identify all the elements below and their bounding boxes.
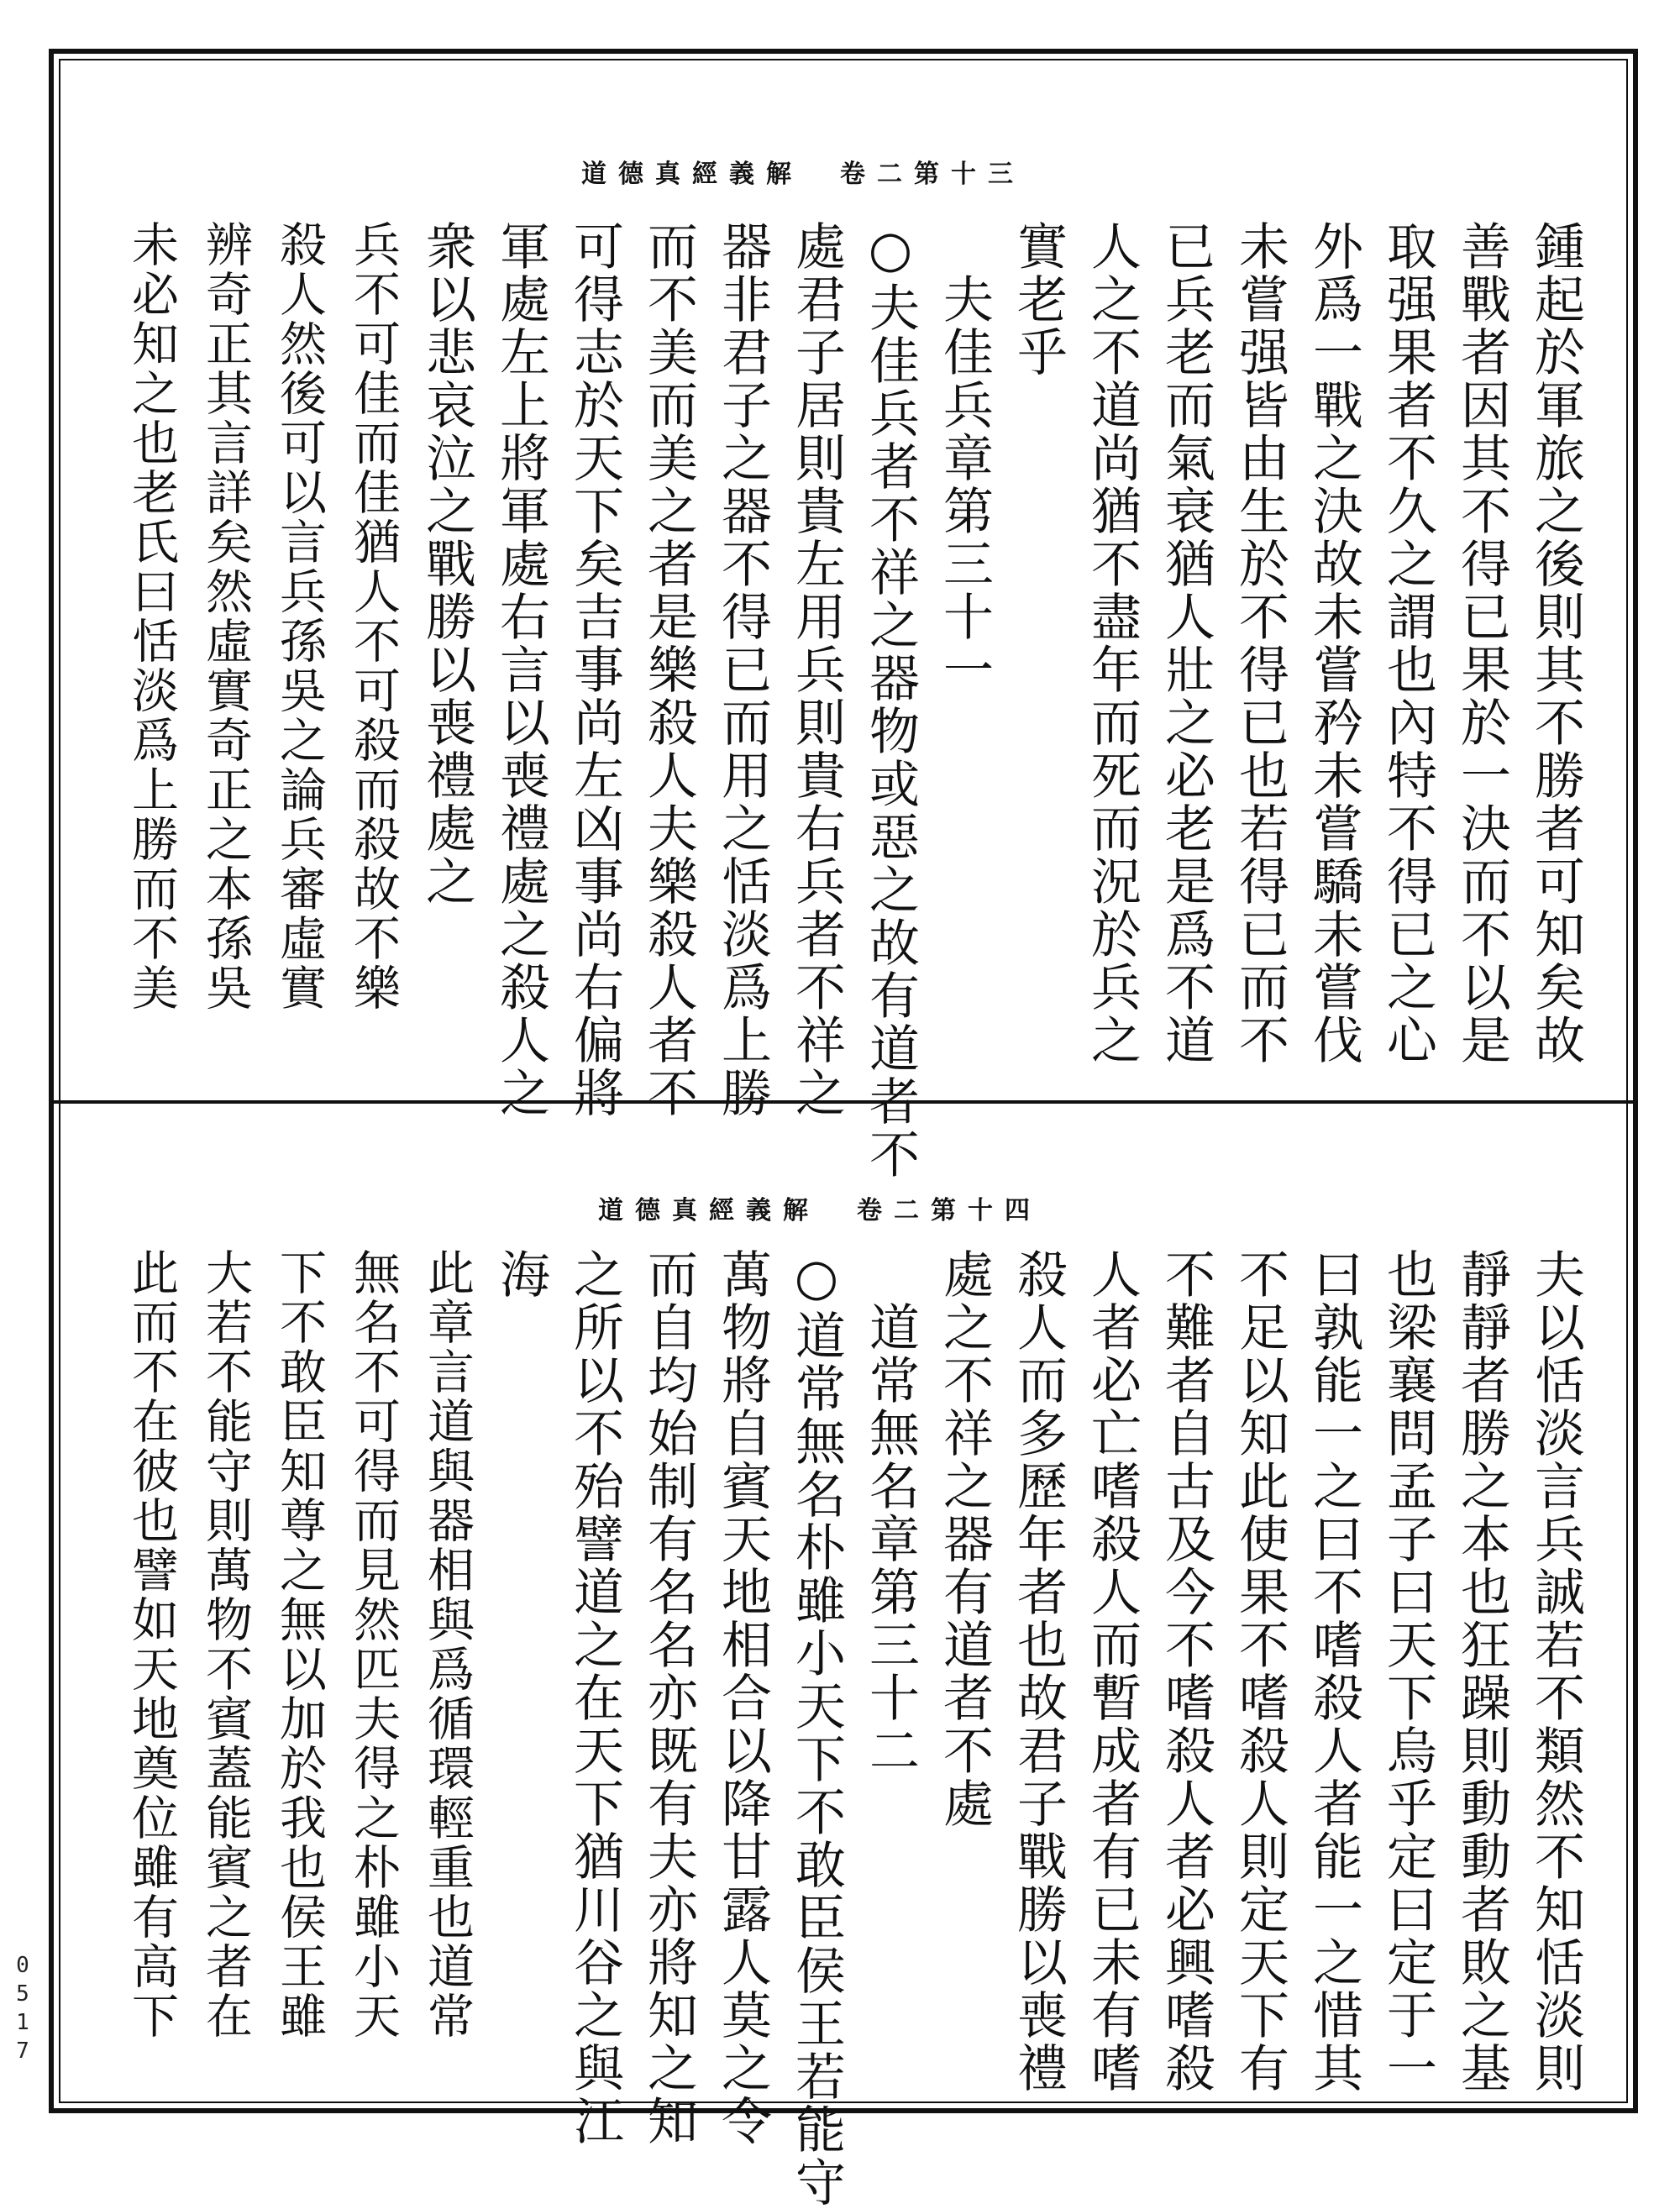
- chapter-title: 夫佳兵章第三十一: [935, 220, 994, 696]
- text-column: 處君子居則貴左用兵則貴右兵者不祥之: [787, 220, 846, 1120]
- commentary-column: 未必知之也老氏曰恬淡爲上勝而不美: [124, 220, 179, 1013]
- commentary-column: 此章言道與器相與爲循環輕重也道常: [420, 1248, 475, 2041]
- top-text-columns: [114, 220, 1593, 1181]
- commentary-column: 兵不可佳而佳猶人不可殺而殺故不樂: [346, 220, 401, 1013]
- text-column: 海: [491, 1248, 550, 1301]
- text-column: 已兵老而氣衰猶人壯之必老是爲不道: [1157, 220, 1215, 1067]
- text-column: 實老乎: [1009, 220, 1068, 379]
- text-column: 取强果者不久之謂也內特不得已之心: [1378, 220, 1437, 1067]
- text-column: 外爲一戰之決故未嘗矜未嘗驕未嘗伐: [1305, 220, 1363, 1067]
- text-column: 器非君子之器不得已而用之恬淡爲上勝: [713, 220, 772, 1120]
- text-column: 也梁襄問孟子曰天下烏乎定曰定于一: [1378, 1248, 1437, 2095]
- bottom-text-columns: [114, 1248, 1593, 2209]
- text-column: 曰孰能一之曰不嗜殺人者能一之惜其: [1305, 1248, 1363, 2095]
- bottom-running-header: 道德真經義解 卷二第十四: [598, 1196, 1042, 1225]
- chapter-title: 道常無名章第三十二: [861, 1248, 920, 1777]
- text-column: 而自均始制有名名亦既有夫亦將知之知: [639, 1248, 698, 2148]
- text-column: 不難者自古及今不嗜殺人者必興嗜殺: [1157, 1248, 1215, 2095]
- text-column: 而不美而美之者是樂殺人夫樂殺人者不: [639, 220, 698, 1120]
- commentary-column: 下不敢臣知尊之無以加於我也侯王雖: [272, 1248, 327, 2041]
- top-panel: [60, 60, 1626, 1181]
- text-column: 可得志於天下矣吉事尚左凶事尚右偏將: [565, 220, 624, 1120]
- commentary-column: 辨奇正其言詳矣然虛實奇正之本孫吳: [198, 220, 253, 1013]
- text-column: 軍處左上將軍處右言以喪禮處之殺人之: [491, 220, 550, 1120]
- text-column: 善戰者因其不得已果於一決而不以是: [1452, 220, 1511, 1067]
- text-column: 人者必亡嗜殺人而暫成者有已未有嗜: [1083, 1248, 1142, 2095]
- top-running-header: 道德真經義解 卷二第十三: [581, 160, 1025, 189]
- commentary-column: 無名不可得而見然匹夫得之朴雖小天: [346, 1248, 401, 2041]
- commentary-column: 此而不在彼也譬如天地奠位雖有高下: [124, 1248, 179, 2041]
- text-column: 之所以不殆譬道之在天下猶川谷之與江: [565, 1248, 624, 2148]
- commentary-column: 大若不能守則萬物不賓蓋能賓之者在: [198, 1248, 253, 2041]
- text-column: ○道常無名朴雖小天下不敢臣侯王若能守: [787, 1248, 846, 2209]
- text-column: 殺人而多歷年者也故君子戰勝以喪禮: [1009, 1248, 1068, 2095]
- commentary-column: 殺人然後可以言兵孫吳之論兵審虛實: [272, 220, 327, 1013]
- bottom-panel: [60, 1105, 1626, 2209]
- text-column: 衆以悲哀泣之戰勝以喪禮處之: [417, 220, 476, 908]
- text-column: 靜靜者勝之本也狂躁則動動者敗之基: [1452, 1248, 1511, 2095]
- text-column: 萬物將自賓天地相合以降甘露人莫之令: [713, 1248, 772, 2148]
- text-column: 未嘗强皆由生於不得已也若得已而不: [1231, 220, 1289, 1067]
- margin-page-number: 0517: [10, 1953, 35, 2067]
- text-column: ○夫佳兵者不祥之器物或惡之故有道者不: [861, 220, 920, 1181]
- text-column: 鍾起於軍旅之後則其不勝者可知矣故: [1526, 220, 1585, 1067]
- text-column: 人之不道尚猶不盡年而死而況於兵之: [1083, 220, 1142, 1067]
- text-column: 夫以恬淡言兵誠若不類然不知恬淡則: [1526, 1248, 1585, 2095]
- text-column: 不足以知此使果不嗜殺人則定天下有: [1231, 1248, 1289, 2095]
- text-column: 處之不祥之器有道者不處: [935, 1248, 994, 1830]
